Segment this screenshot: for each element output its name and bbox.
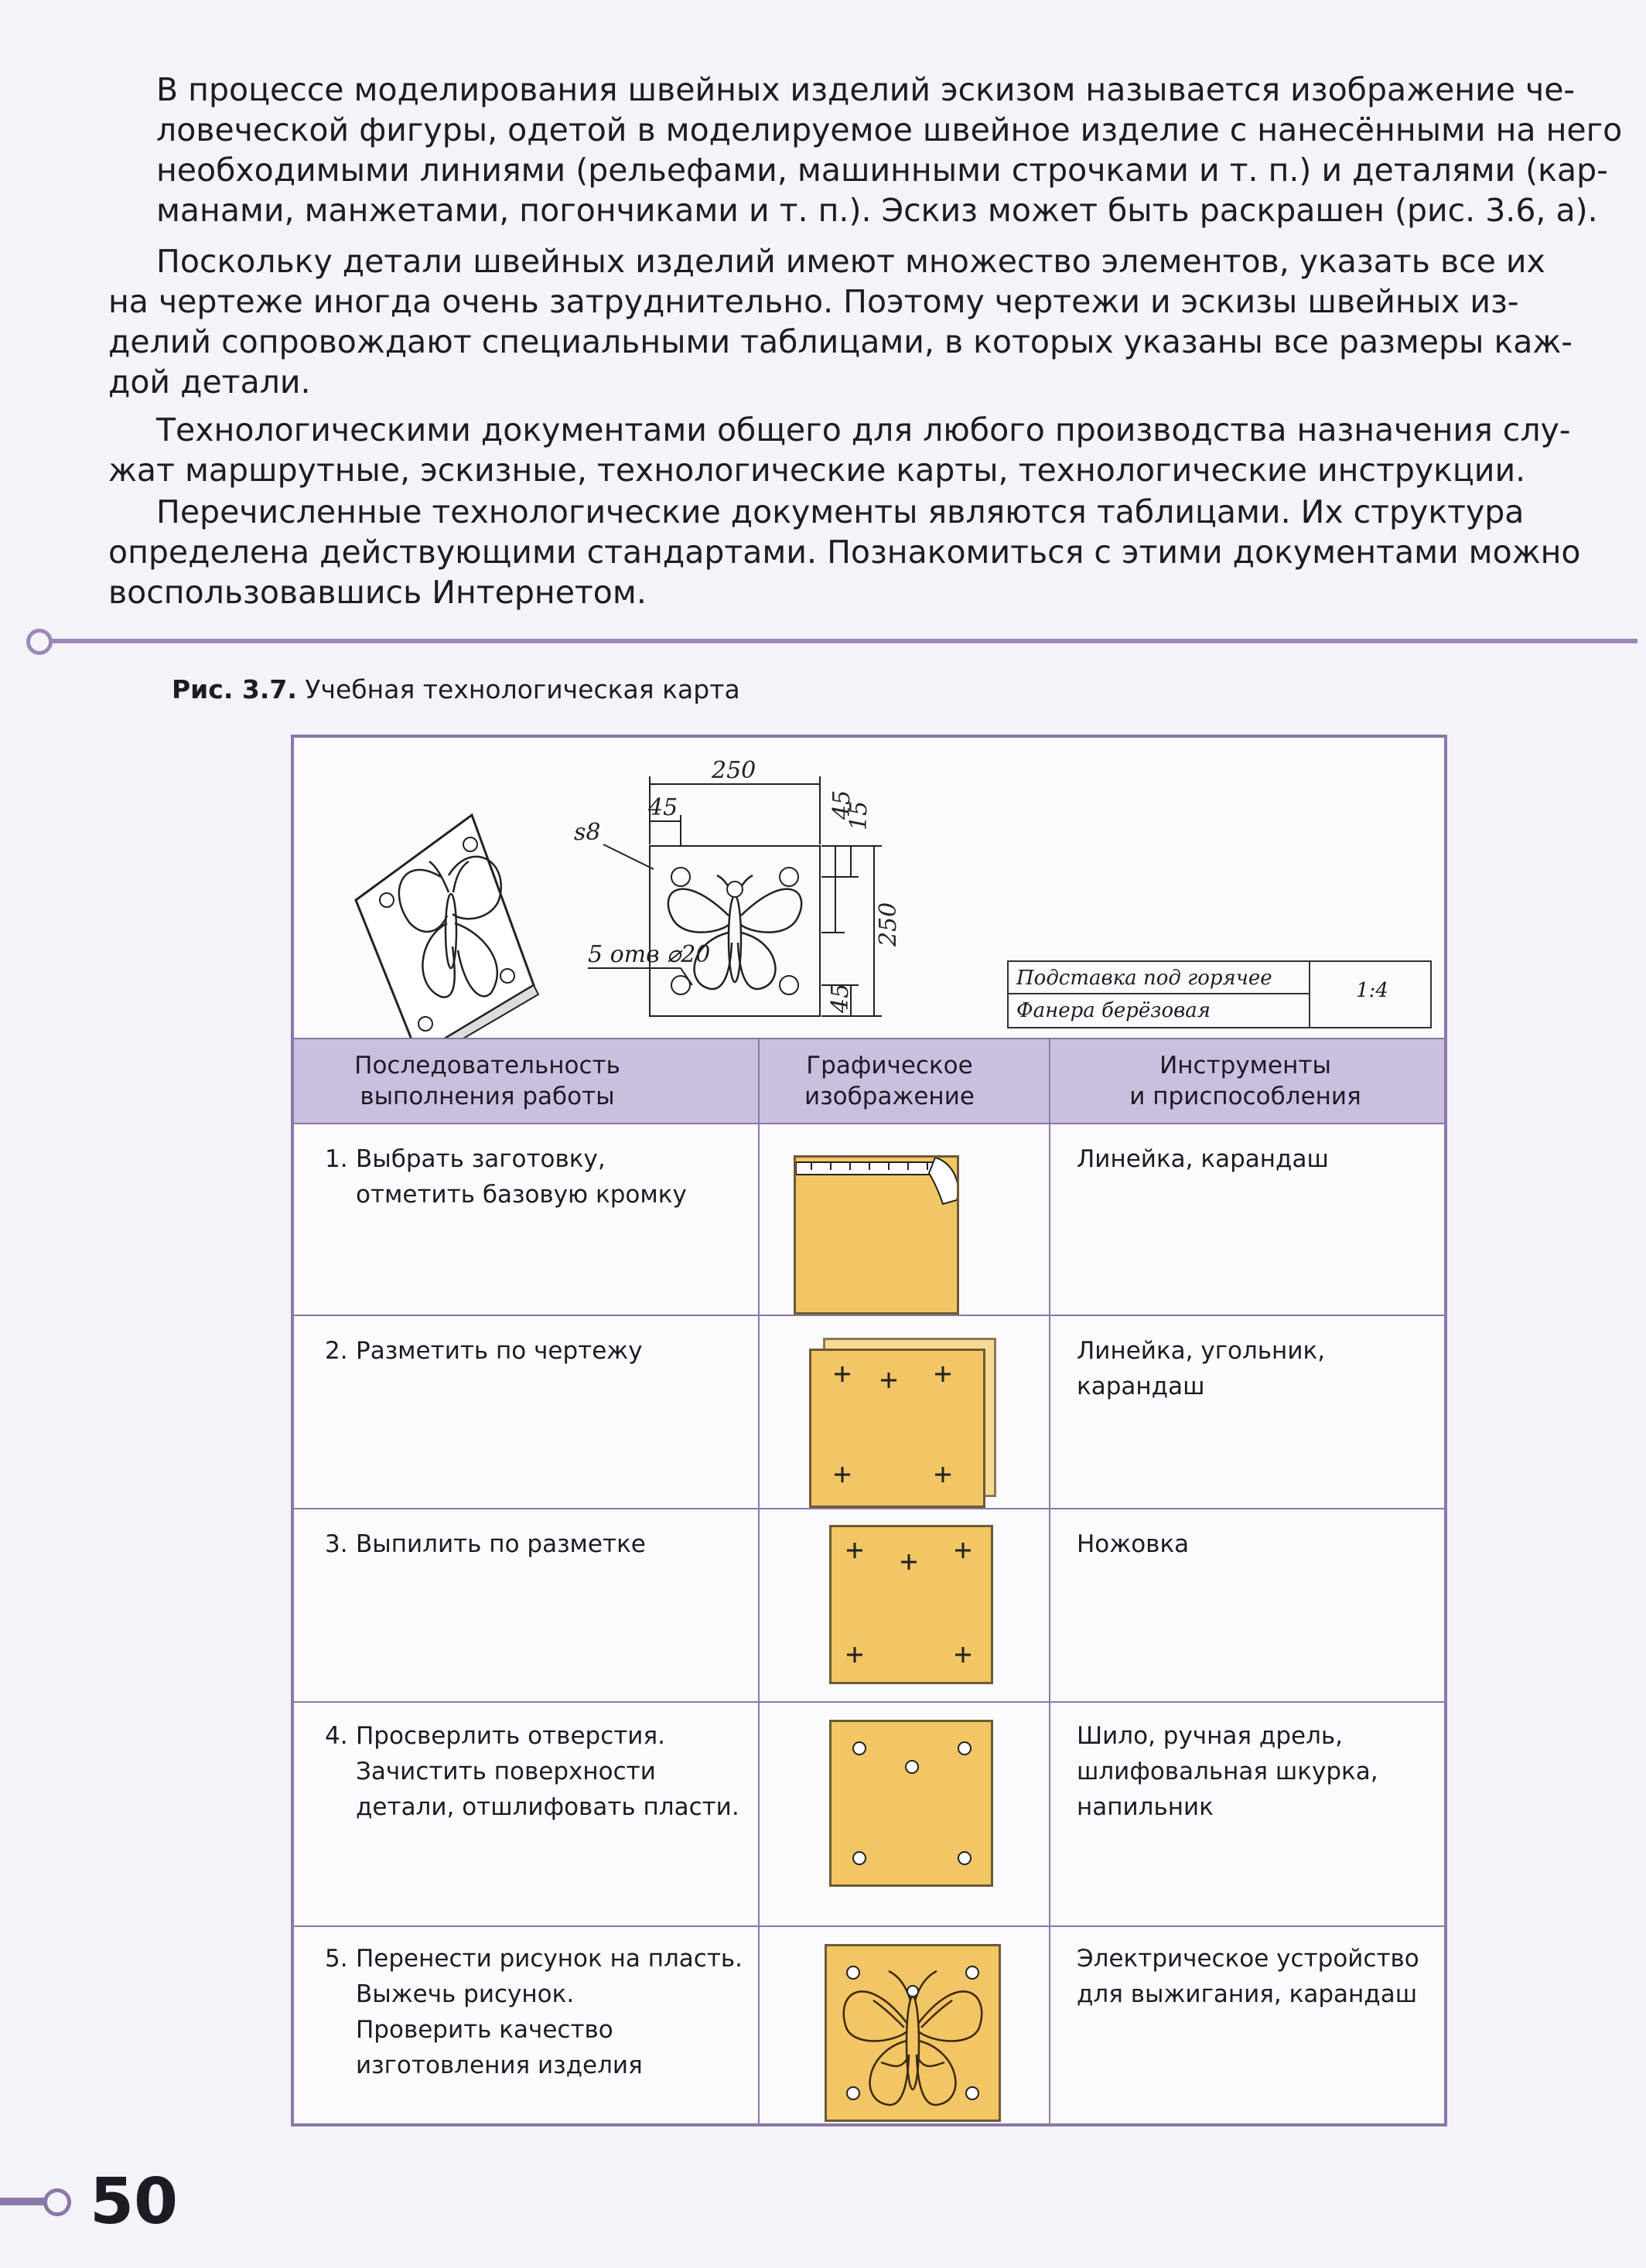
table-row-5-step [325,1941,743,2083]
text-line: дой детали. [108,363,311,401]
text-line: Технологическими документами общего для любого производства назначения слу- [156,411,1571,448]
tools-text: для выжигания, карандаш [1077,1980,1418,2008]
plate-step-5 [825,1944,1001,2122]
plate-perspective-sketch [340,807,549,1062]
tools-text: Линейка, карандаш [1077,1145,1329,1173]
dim-holes: 5 отв ⌀20 [588,941,711,968]
page-number: 50 [90,2165,179,2239]
paragraph-4 [108,492,1628,612]
text-line: необходимыми линиями (рельефами, машинными строчками и т. п.) и деталями (кар- [156,152,1608,189]
figure-caption-text: Учебная технологическая карта [305,674,740,704]
drilled-holes-icon [832,1722,991,1884]
table-row-4-tools [1077,1718,1378,1825]
plate-step-4 [829,1720,993,1887]
header-line: Графическое [806,1052,973,1079]
dim-45-right-top: 45 [828,790,855,820]
paragraph-3 [108,410,1628,490]
ruler-dot [26,629,53,655]
text-line: Перечисленные технологические документы являются таблицами. Их структура [156,493,1525,530]
table-row-1-step [325,1141,687,1212]
tools-text: Шило, ручная дрель, [1077,1722,1344,1750]
step-text: изготовления изделия [356,2051,643,2079]
column-divider [758,1038,760,2123]
step-text: Разметить по чертежу [356,1337,643,1365]
plate-step-1 [794,1155,959,1315]
row-divider [294,1925,1444,1927]
step-number: 3. [325,1530,348,1558]
step-number: 2. [325,1337,348,1365]
figure-caption [172,674,740,704]
text-line: ловеческой фигуры, одетой в моделируемое швейное изделие с нанесёнными на него [156,111,1623,148]
figure-label: Рис. 3.7. [172,674,297,704]
table-row-3-step [325,1526,646,1562]
title-block-scale: 1:4 [1356,979,1388,1002]
column-divider [1049,1038,1050,2123]
step-number: 4. [325,1722,348,1750]
table-row-1-tools [1077,1141,1329,1177]
plate-technical-drawing [557,753,959,1078]
ruler-hand-icon [796,1158,957,1312]
row-divider [294,1701,1444,1703]
header-line: Инструменты [1159,1052,1331,1079]
table-row-3-tools [1077,1526,1189,1562]
text-line: воспользовавшись Интернетом. [108,574,647,611]
step-text: Зачистить поверхности [356,1758,656,1785]
header-sequence [325,1050,650,1112]
table-row-5-tools [1077,1941,1419,2012]
tools-text: Ножовка [1077,1530,1190,1558]
plate-step-2 [809,1349,985,1508]
dim-15: 15 [845,800,873,830]
tools-text: шлифовальная шкурка, [1077,1758,1378,1785]
butterfly-icon [827,1946,999,2120]
header-line: Последовательность [354,1052,620,1079]
step-number: 5. [325,1945,348,1973]
header-tools [1075,1050,1415,1112]
step-text: Проверить качество [356,2016,613,2044]
table-row-4-step [325,1718,739,1825]
text-line: определена действующими стандартами. Познакомиться с этими документами можно [108,534,1581,571]
figure-ruler [48,639,1637,643]
plate-step-3 [829,1525,993,1684]
cross-marks-icon [811,1351,983,1506]
header-line: и приспособления [1129,1083,1361,1110]
drawing-title-block [1007,960,1432,1028]
page-number-line [0,2198,46,2205]
technology-card [291,735,1447,2126]
header-line: изображение [804,1083,975,1110]
dim-250-top: 250 [712,757,756,784]
page-number-dot [43,2188,71,2216]
title-block-material: Фанера берёзовая [1009,994,1310,1027]
row-divider [294,1508,1444,1509]
step-text: Просверлить отверстия. [356,1722,665,1750]
paragraph-2 [108,241,1628,402]
tools-text: карандаш [1077,1373,1205,1400]
text-line: делий сопровождают специальными таблицами, в которых указаны все размеры каж- [108,323,1573,360]
step-number: 1. [325,1145,348,1173]
tools-text: Электрическое устройство [1077,1945,1419,1973]
step-text: отметить базовую кромку [356,1181,687,1209]
dim-45-left: 45 [648,794,678,821]
text-line: Поскольку детали швейных изделий имеют множество элементов, указать все их [156,243,1545,280]
dim-s8: s8 [574,819,601,846]
cross-marks-icon [832,1527,991,1682]
paragraph-1 [108,70,1628,230]
tools-text: напильник [1077,1793,1214,1821]
table-header [294,1038,1444,1124]
text-line: на чертеже иногда очень затруднительно. Поэтому чертежи и эскизы швейных из- [108,283,1519,320]
dim-45-right-bottom: 45 [827,983,854,1013]
text-line: манами, манжетами, погончиками и т. п.). Эскиз может быть раскрашен (рис. 3.6, а). [156,192,1598,229]
title-block-name: Подставка под горячее [1009,962,1310,994]
step-text: Выбрать заготовку, [356,1145,606,1173]
table-row-2-step [325,1333,643,1369]
step-text: детали, отшлифовать пласти. [356,1793,739,1821]
row-divider [294,1315,1444,1316]
step-text: Перенести рисунок на пласть. [356,1945,743,1973]
table-row-2-tools [1077,1333,1325,1404]
header-line: выполнения работы [360,1083,615,1110]
tools-text: Линейка, угольник, [1077,1337,1326,1365]
step-text: Выжечь рисунок. [356,1980,575,2008]
step-text: Выпилить по разметке [356,1530,646,1558]
text-line: В процессе моделирования швейных изделий эскизом называется изображение че- [156,71,1576,108]
text-line: жат маршрутные, эскизные, технологические карты, технологические инструкции. [108,452,1526,489]
dim-250-right: 250 [875,902,902,946]
header-graphic [773,1050,1006,1112]
